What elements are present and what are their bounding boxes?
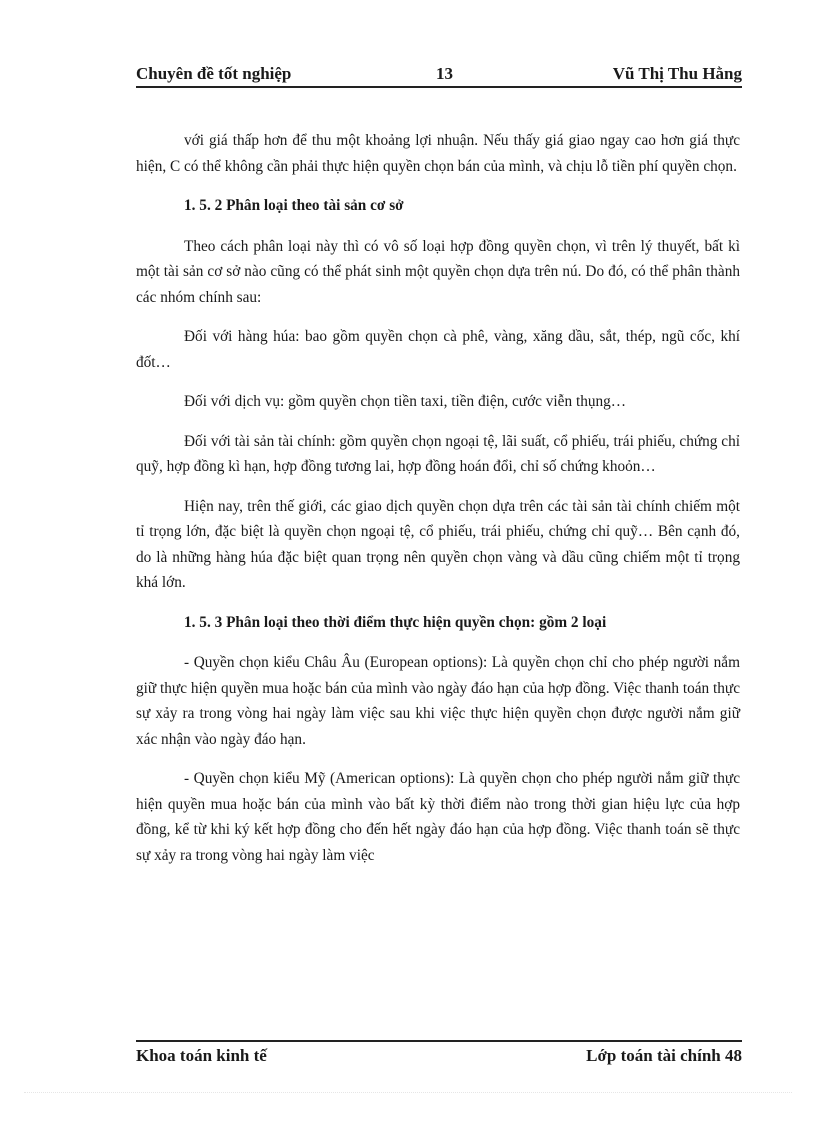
- paragraph-current-trends: Hiện nay, trên thế giới, các giao dịch quyền chọn dựa trên các tài sản tài chính chiếm một tỉ trọng lớn, đặc biệt là quyền chọn ngoại tệ, cổ phiếu, trái phiếu, chứng chỉ quỹ… Bên cạnh đó, do là những hàng húa đặc biệt quan trọng nên quyền chọn vàng và dầu cũng chiếm một tỉ trọng khá lớn.: [136, 497, 740, 591]
- page-body: [136, 128, 740, 882]
- section-heading-exercise-time: 1. 5. 3 Phân loại theo thời điểm thực hiện quyền chọn: gồm 2 loại: [184, 613, 607, 631]
- page-footer: [136, 1040, 742, 1068]
- header-title: Chuyên đề tốt nghiệp: [136, 64, 292, 83]
- header-author: Vũ Thị Thu Hằng: [612, 64, 742, 83]
- page-edge-divider: [24, 1092, 792, 1093]
- page-header: [136, 62, 742, 88]
- paragraph-american-options: - Quyền chọn kiểu Mỹ (American options): Là quyền chọn cho phép người nắm giữ thực hiện quyền mua hoặc bán của mình vào bất kỳ thời điểm nào trong thời gian hiệu lực của hợp đồng, kể từ khi ký kết hợp đồng cho đến hết ngày đáo hạn của hợp đồng. Việc thanh toán sẽ thực sự xảy ra trong vòng hai ngày làm việc: [136, 770, 740, 864]
- header-page-number: 13: [436, 64, 453, 83]
- paragraph-financial-assets: Đối với tài sản tài chính: gồm quyền chọn ngoại tệ, lãi suất, cổ phiếu, trái phiếu, chứng chỉ quỹ, hợp đồng kì hạn, hợp đồng tương lai, hợp đồng hoán đổi, chỉ số chứng khoỏn…: [136, 432, 740, 475]
- paragraph-classification-intro: Theo cách phân loại này thì có vô số loại hợp đồng quyền chọn, vì trên lý thuyết, bất kì một tài sản cơ sở nào cũng có thể phát sinh một quyền chọn dựa trên nú. Do đó, có thể phân thành các nhóm chính sau:: [136, 237, 740, 306]
- paragraph-european-options: - Quyền chọn kiểu Châu Âu (European options): Là quyền chọn chỉ cho phép người nắm giữ thực hiện quyền mua hoặc bán của mình vào ngày đáo hạn của hợp đồng. Việc thanh toán thực sự xảy ra trong vòng hai ngày làm việc sau khi việc thực hiện quyền chọn được người nắm giữ xác nhận vào ngày đáo hạn.: [136, 654, 740, 748]
- paragraph-services: Đối với dịch vụ: gồm quyền chọn tiền taxi, tiền điện, cước viễn thụng…: [184, 393, 627, 410]
- footer-faculty: Khoa toán kinh tế: [136, 1046, 267, 1065]
- footer-class: Lớp toán tài chính 48: [586, 1046, 742, 1065]
- paragraph-continuation: với giá thấp hơn để thu một khoảng lợi nhuận. Nếu thấy giá giao ngay cao hơn giá thực hiện, C có thể không cần phải thực hiện quyền chọn bán của mình, và chịu lỗ tiền phí quyền chọn.: [136, 132, 740, 175]
- paragraph-commodities: Đối với hàng húa: bao gồm quyền chọn cà phê, vàng, xăng dầu, sắt, thép, ngũ cốc, khí đốt…: [136, 328, 740, 371]
- section-heading-underlying-asset: 1. 5. 2 Phân loại theo tài sản cơ sở: [184, 197, 404, 214]
